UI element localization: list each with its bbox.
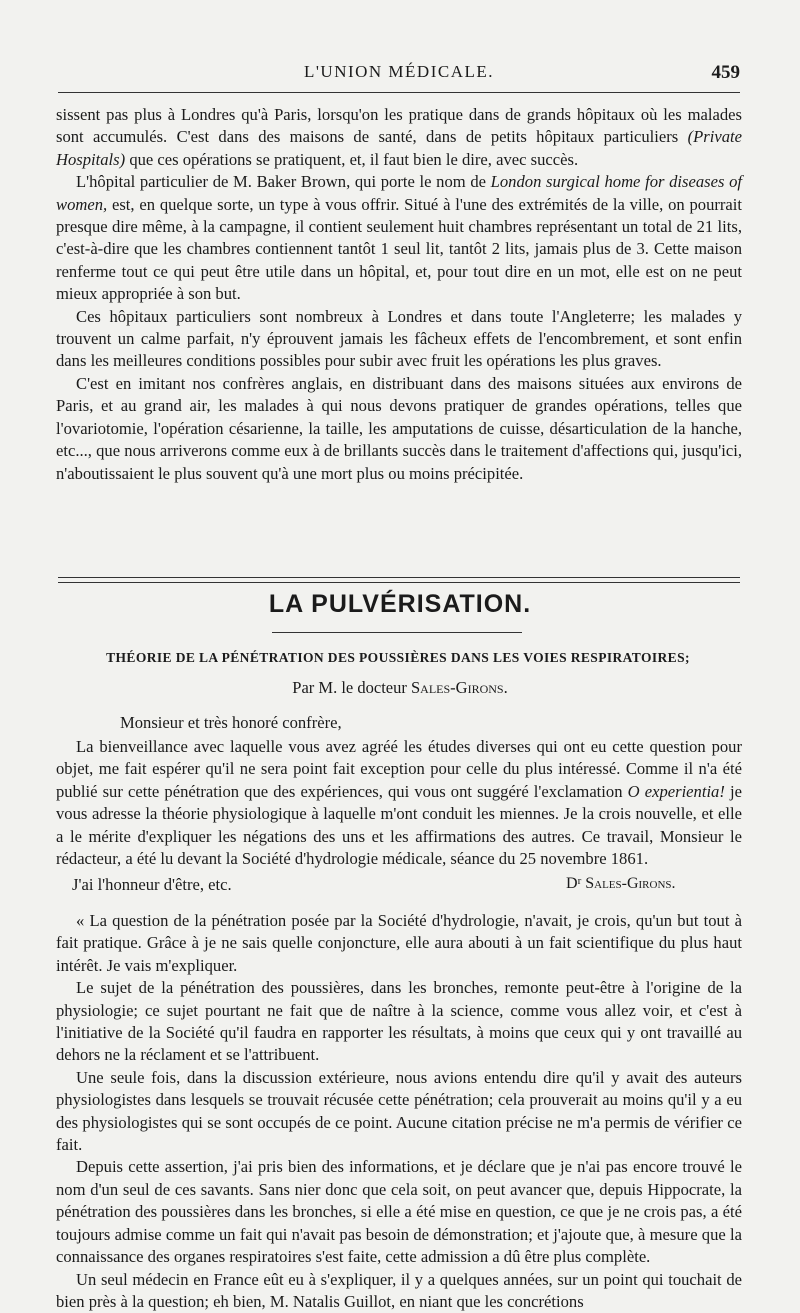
signoff: J'ai l'honneur d'être, etc. <box>72 875 232 894</box>
title-rule <box>272 632 522 633</box>
section-divider <box>58 577 740 583</box>
article-subtitle: THÉORIE DE LA PÉNÉTRATION DES POUSSIÈRES DANS LES VOIES RESPIRATOIRES; <box>106 650 690 665</box>
article-author: Par M. le docteur Sales-Girons. <box>292 678 508 697</box>
body-paragraph: Le sujet de la pénétration des poussières, dans les bronches, remonte peut-être à l'origine de la physiologie; ce sujet pourtant ne fait que de naître à la science, comme vous allez voir, et c'est à l'initiative de la Société qu'il faudra en rapporter les résultats, à moins que ceux qui y ont travaillé au dehors ne la réclament et se l'attribuent. <box>56 978 742 1065</box>
article-title: LA PULVÉRISATION. <box>268 590 532 618</box>
intro-text <box>56 104 742 485</box>
body-paragraph: « La question de la pénétration posée par la Société d'hydrologie, n'avait, je crois, qu'un but tout à fait pratique. Grâce à je ne sais quelle conjoncture, elle aura abouti à un fait scientifique du plus haut intérêt. Je vais m'expliquer. <box>56 911 742 975</box>
intro-paragraph-2: L'hôpital particulier de M. Baker Brown, qui porte le nom de London surgical home for diseases of women, est, en quelque sorte, un type à vous offrir. Situé à l'une des extrémités de la ville, on pourrait presque dire même, à la campagne, il contient seulement huit chambres représentant un total de 21 lits, c'est-à-dire que les chambres contiennent tantôt 1 seul lit, tantôt 2 lits, jamais plus de 3. Cette maison renferme tout ce qui peut être utile dans un hôpital, et, pour tout dire en un mot, elle est on ne peut mieux appropriée à son but. <box>56 172 742 304</box>
letter-paragraph: La bienveillance avec laquelle vous avez agréé les études diverses qui ont eu cette question pour objet, me fait espérer qu'il ne sera point fait exception pour celle du plus intéressé. Comme il n'a été publié sur cette pénétration que des expériences, qui vous ont suggéré l'exclamation O experientia! je vous adresse la théorie physiologique à laquelle m'ont conduit les miennes. Je la crois nouvelle, et elle a le mérite d'expliquer les négations des uns et les affirmations des autres. Ce travail, Monsieur le rédacteur, a été lu devant la Société d'hydrologie médicale, séance du 25 novembre 1861. <box>56 737 742 869</box>
letter-text <box>56 736 742 870</box>
intro-paragraph-4: C'est en imitant nos confrères anglais, en distribuant dans des maisons situées aux environs de Paris, et au grand air, les malades à qui nous devons pratiquer de grandes opérations, telles que l'ovariotomie, l'opération césarienne, la taille, les amputations de cuisse, désarticulation de la hanche, etc..., que nous arriverons comme eux à de brillants succès dans le traitement d'affections qui, jusqu'ici, n'aboutissaient le plus souvent qu'à une mort plus ou moins précipitée. <box>56 373 742 483</box>
body-paragraph: Un seul médecin en France eût eu à s'expliquer, il y a quelques années, sur un point qui touchait de bien près à la question; eh bien, M. Natalis Guillot, en niant que les concrétions <box>56 1269 742 1311</box>
page-number: 459 <box>711 62 740 83</box>
intro-paragraph-1: sissent pas plus à Londres qu'à Paris, lorsqu'on les pratique dans de grands hôpitaux où les malades sont accumulés. C'est dans des maisons de santé, dans de petits hôpitaux particuliers (Private Hospitals) que ces opérations se pratiquent, et, il faut bien le dire, avec succès. <box>56 105 742 169</box>
intro-paragraph-3: Ces hôpitaux particuliers sont nombreux à Londres et dans toute l'Angleterre; les malades y trouvent un calme parfait, n'y éprouvent jamais les fâcheux effets de l'encombrement, et sont enfin dans les meilleures conditions possibles pour subir avec fruit les opérations les plus graves. <box>56 306 742 371</box>
signature: $D^r$ Sales-Girons. <box>566 875 676 892</box>
article-body <box>56 910 742 1313</box>
page-header <box>58 52 740 93</box>
body-paragraph: Depuis cette assertion, j'ai pris bien des informations, et je déclare que je n'ai pas encore trouvé le nom d'un seul de ces savants. Sans nier donc que cela soit, on peut avancer que, depuis Hippocrate, la pénétration des poussières dans les bronches, si elle a été mise en question, ce que je ne crois pas, a été toujours admise comme un fait qui n'avait pas besoin de démonstration; et j'ajoute que, à mesure que la connaissance des organes respiratoires s'est faite, cette admission a dû être plus complète. <box>56 1157 742 1267</box>
body-paragraph: Une seule fois, dans la discussion extérieure, nous avions entendu dire qu'il y avait des auteurs physiologistes dans lesquels se trouvait récusée cette pénétration; cela prouverait au moins qu'il y a eu des physiologistes qui se sont occupés de ce point. Aucune citation précise ne m'a permis de vérifier ce fait. <box>56 1067 742 1155</box>
salutation: Monsieur et très honoré confrère, <box>120 713 342 732</box>
running-title: L'UNION MÉDICALE. <box>303 62 495 81</box>
